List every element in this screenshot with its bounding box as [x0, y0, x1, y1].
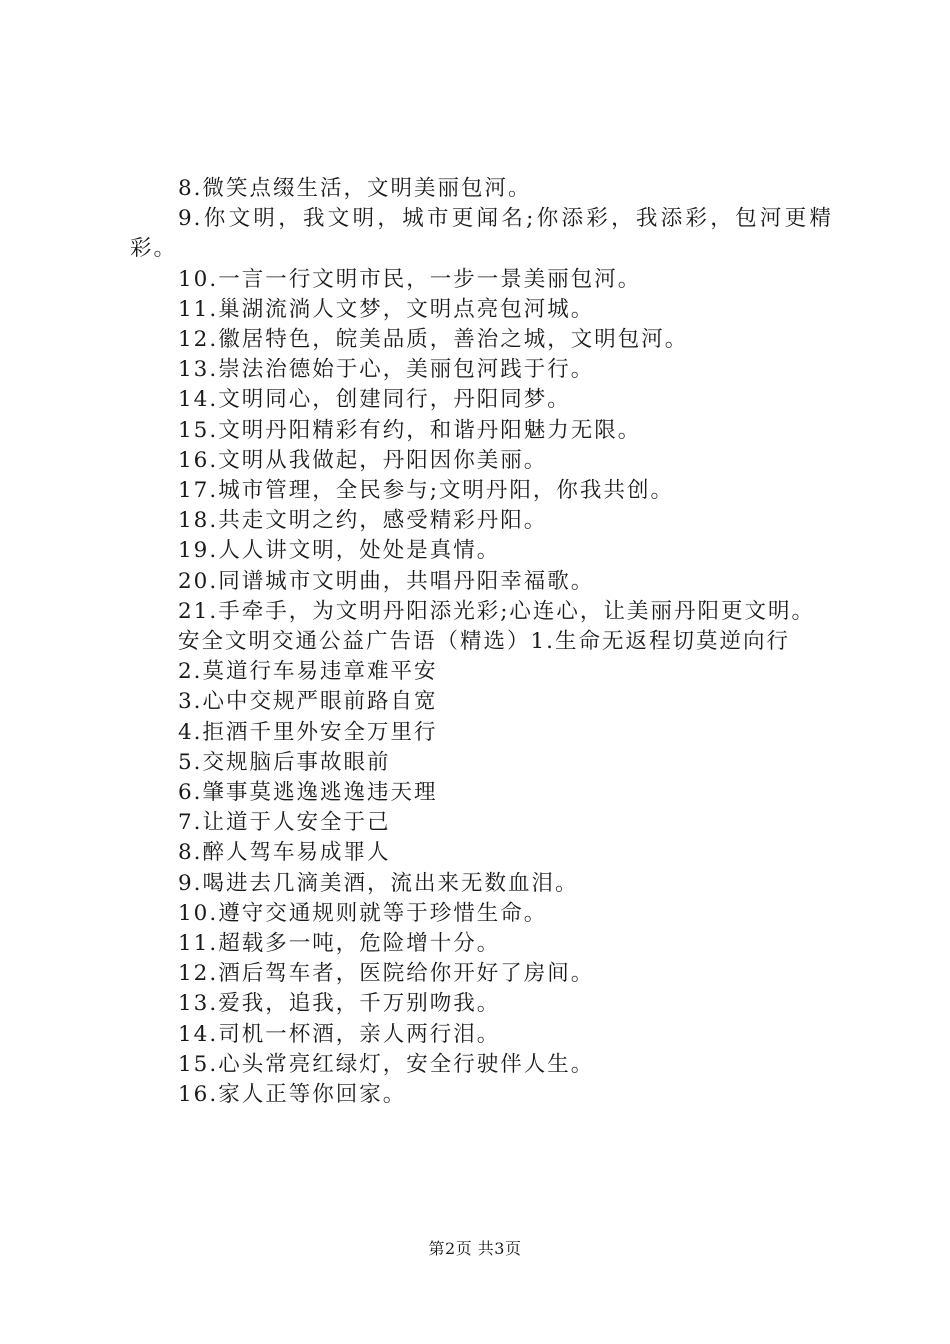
page-number-footer: 第2页 共3页 — [428, 1239, 522, 1258]
paragraph: 8.醉人驾车易成罪人 — [178, 840, 391, 866]
paragraph: 15.心头常亮红绿灯，安全行驶伴人生。 — [178, 1051, 595, 1077]
paragraph: 11.超载多一吨，危险增十分。 — [178, 931, 501, 957]
paragraph: 8.微笑点缀生活，文明美丽包河。 — [178, 176, 532, 201]
paragraph: 19.人人讲文明，处处是真情。 — [178, 538, 501, 564]
paragraph: 10.一言一行文明市民，一步一景美丽包河。 — [178, 266, 642, 292]
paragraph: 11.巢湖流淌人文梦，文明点亮包河城。 — [178, 296, 595, 322]
paragraph: 4.拒酒千里外安全万里行 — [178, 719, 438, 745]
paragraph: 20.同谱城市文明曲，共唱丹阳幸福歌。 — [178, 568, 595, 594]
paragraph: 2.莫道行车易违章难平安 — [178, 659, 438, 685]
paragraph: 7.让道于人安全于己 — [178, 810, 391, 836]
paragraph: 12.酒后驾车者，医院给你开好了房间。 — [178, 961, 595, 987]
paragraph: 14.司机一杯酒，亲人两行泪。 — [178, 1021, 501, 1047]
paragraph: 16.文明从我做起，丹阳因你美丽。 — [178, 447, 548, 473]
paragraph: 12.徽居特色，皖美品质，善治之城，文明包河。 — [178, 327, 689, 353]
paragraph: 18.共走文明之约，感受精彩丹阳。 — [178, 508, 548, 534]
paragraph: 3.心中交规严眼前路自宽 — [178, 689, 438, 715]
paragraph: 21.手牵手，为文明丹阳添光彩;心连心，让美丽丹阳更文明。 — [178, 598, 815, 624]
paragraph: 17.城市管理，全民参与;文明丹阳，你我共创。 — [178, 478, 674, 504]
section-heading: 安全文明交通公益广告语（精选）1.生命无返程切莫逆向行 — [178, 629, 791, 655]
paragraph: 16.家人正等你回家。 — [178, 1082, 407, 1108]
paragraph: 13.爱我，追我，千万别吻我。 — [178, 991, 501, 1017]
paragraph: 10.遵守交通规则就等于珍惜生命。 — [178, 900, 548, 926]
paragraph: 5.交规脑后事故眼前 — [178, 749, 391, 775]
paragraph: 9.喝进去几滴美酒，流出来无数血泪。 — [178, 870, 579, 896]
paragraph: 9.你文明，我文明，城市更闻名;你添彩，我添彩，包河更精彩。 — [130, 206, 833, 262]
paragraph: 6.肇事莫逃逸逃逸违天理 — [178, 780, 438, 806]
document-body — [130, 174, 833, 1110]
paragraph: 13.崇法治德始于心，美丽包河践于行。 — [178, 357, 595, 383]
paragraph: 14.文明同心，创建同行，丹阳同梦。 — [178, 387, 571, 413]
paragraph: 15.文明丹阳精彩有约，和谐丹阳魅力无限。 — [178, 417, 642, 443]
